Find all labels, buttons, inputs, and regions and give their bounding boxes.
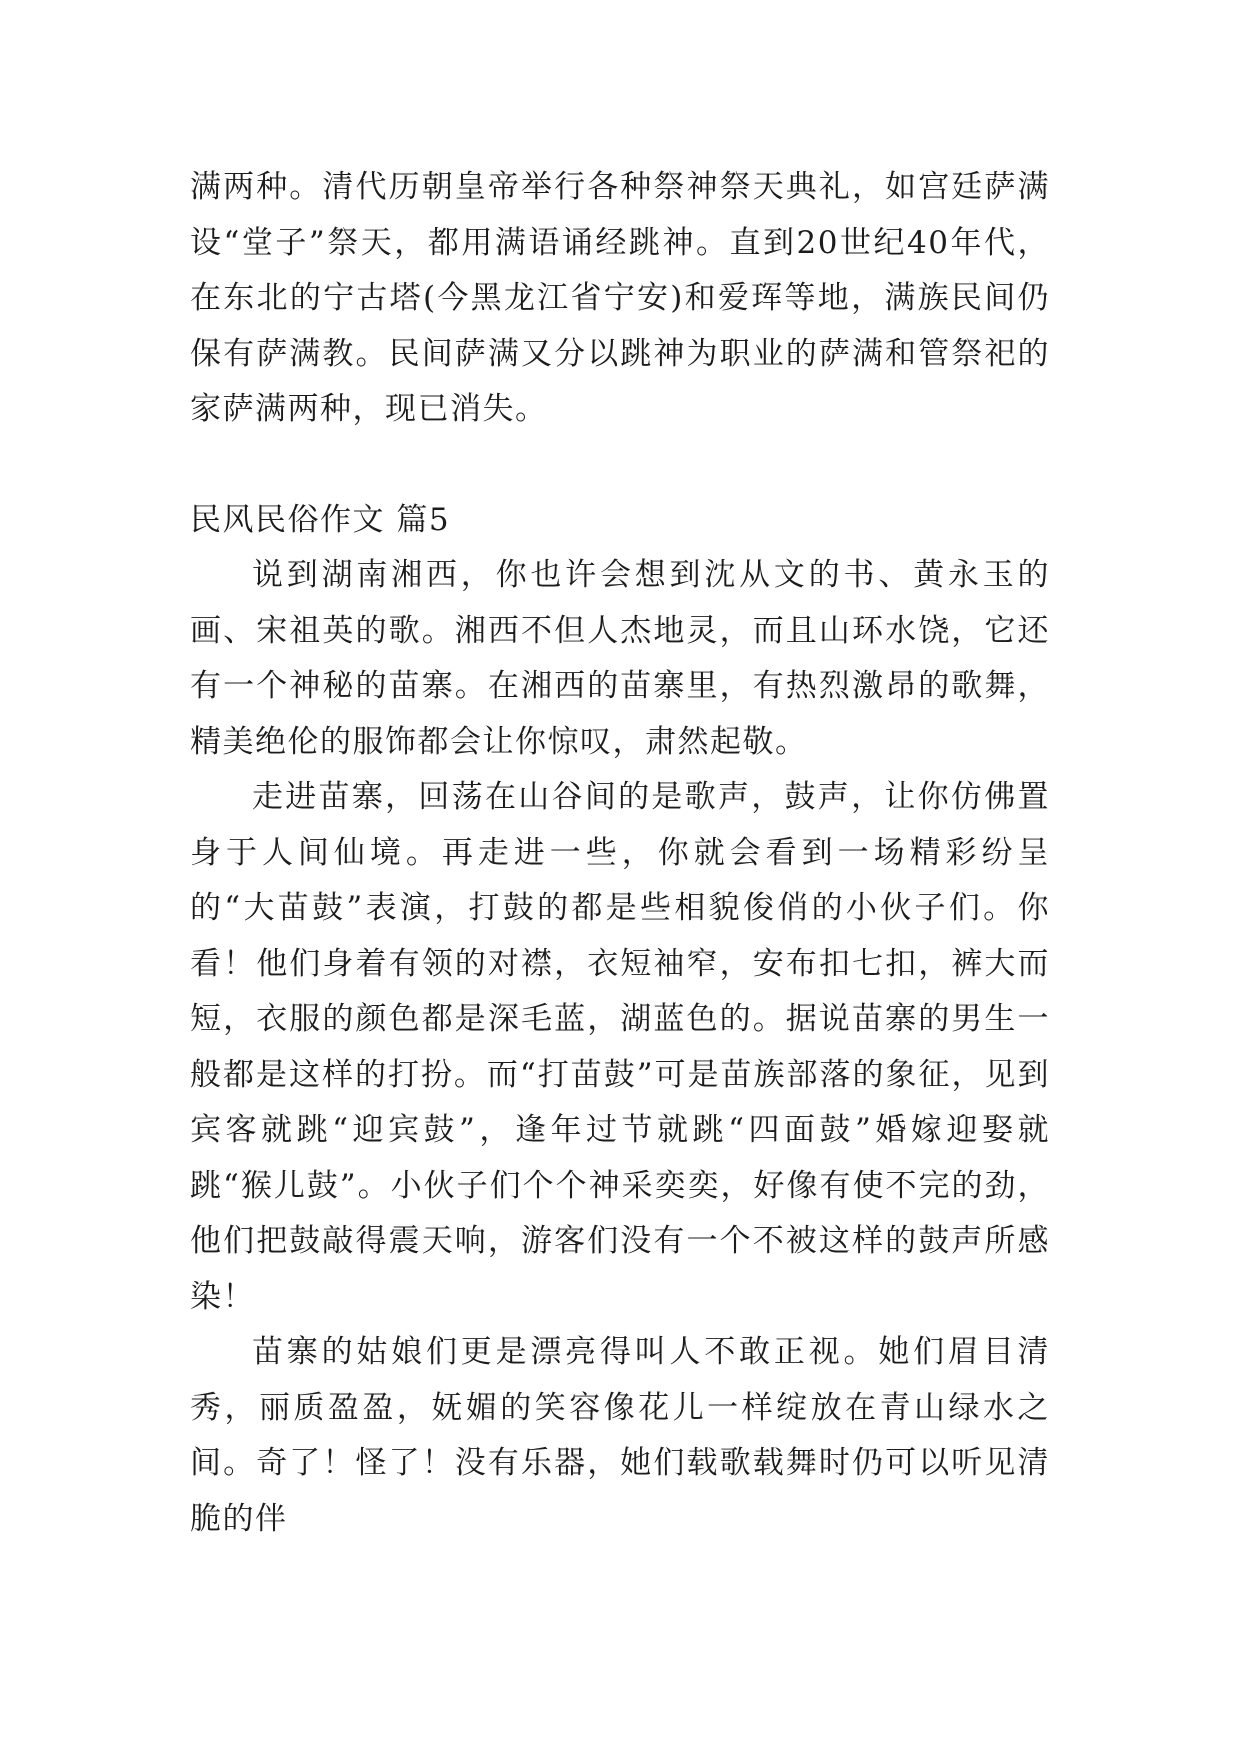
paragraph-continued: 满两种。清代历朝皇帝举行各种祭神祭天典礼，如宫廷萨满设“堂子”祭天，都用满语诵经跳神。直到20世纪40年代，在东北的宁古塔(今黑龙江省宁安)和爱珲等地，满族民间仍保有萨满教。民间萨满又分以跳神为职业的萨满和管祭祀的家萨满两种，现已消失。 [190,169,1050,427]
section-heading: 民风民俗作文 篇5 [190,501,451,538]
document-page [190,160,1050,1547]
paragraph-1: 说到湖南湘西，你也许会想到沈从文的书、黄永玉的画、宋祖英的歌。湘西不但人杰地灵，而且山环水饶，它还有一个神秘的苗寨。在湘西的苗寨里，有热烈激昂的歌舞，精美绝伦的服饰都会让你惊叹，肃然起敬。 [190,557,1050,760]
paragraph-3: 苗寨的姑娘们更是漂亮得叫人不敢正视。她们眉目清秀，丽质盈盈，妩媚的笑容像花儿一样绽放在青山绿水之间。奇了！怪了！没有乐器，她们载歌载舞时仍可以听见清脆的伴 [190,1334,1050,1537]
paragraph-2: 走进苗寨，回荡在山谷间的是歌声，鼓声，让你仿佛置身于人间仙境。再走进一些，你就会看到一场精彩纷呈的“大苗鼓”表演，打鼓的都是些相貌俊俏的小伙子们。你看！他们身着有领的对襟，衣短袖窄，安布扣七扣，裤大而短，衣服的颜色都是深毛蓝，湖蓝色的。据说苗寨的男生一般都是这样的打扮。而“打苗鼓”可是苗族部落的象征，见到宾客就跳“迎宾鼓”，逢年过节就跳“四面鼓”婚嫁迎娶就跳“猴儿鼓”。小伙子们个个神采奕奕，好像有使不完的劲，他们把鼓敲得震天响，游客们没有一个不被这样的鼓声所感染！ [190,779,1050,1315]
